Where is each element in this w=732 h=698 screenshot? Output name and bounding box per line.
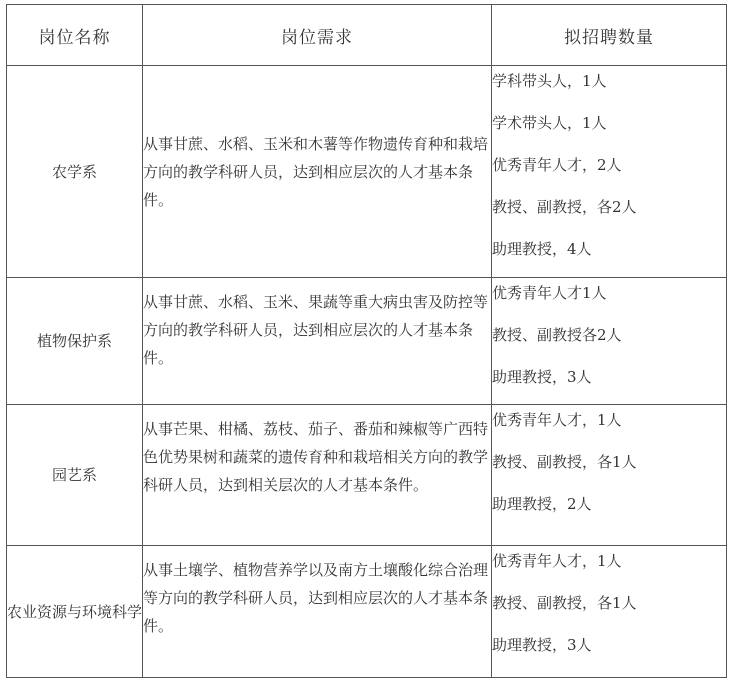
quota-item: 优秀青年人才1人 — [492, 284, 607, 302]
quota-item: 优秀青年人才，1人 — [492, 411, 622, 429]
quota-item: 教授、副教授，各1人 — [492, 453, 637, 471]
dept-requirement: 从事芒果、柑橘、荔枝、茄子、番茄和辣椒等广西特色优势果树和蔬菜的遗传育种和栽培相关方向的教学科研人员，达到相关层次的人才基本条件。 — [143, 405, 492, 546]
dept-requirement: 从事甘蔗、水稻、玉米、果蔬等重大病虫害及防控等方向的教学科研人员，达到相应层次的人才基本条件。 — [143, 278, 492, 405]
quota-item: 助理教授，3人 — [492, 368, 592, 386]
quota-item: 优秀青年人才，2人 — [492, 156, 622, 174]
quota-item: 学术带头人，1人 — [492, 114, 607, 132]
recruitment-table — [6, 4, 727, 678]
quota-list — [492, 66, 727, 278]
quota-item: 助理教授，3人 — [492, 636, 592, 654]
quota-item: 教授、副教授各2人 — [492, 326, 622, 344]
dept-requirement: 从事土壤学、植物营养学以及南方土壤酸化综合治理等方向的教学科研人员，达到相应层次的人才基本条件。 — [143, 546, 492, 678]
header-planned-quota: 拟招聘数量 — [492, 5, 727, 66]
table-row — [7, 66, 727, 278]
quota-item: 助理教授，4人 — [492, 240, 592, 258]
quota-item: 学科带头人，1人 — [492, 72, 607, 90]
dept-name: 农业资源与环境科学 — [7, 546, 143, 678]
table-row — [7, 405, 727, 546]
table-row — [7, 546, 727, 678]
dept-name: 园艺系 — [7, 405, 143, 546]
quota-item: 助理教授，2人 — [492, 495, 592, 513]
dept-name: 农学系 — [7, 66, 143, 278]
header-position-requirement: 岗位需求 — [143, 5, 492, 66]
table-row — [7, 278, 727, 405]
dept-name: 植物保护系 — [7, 278, 143, 405]
header-position-name: 岗位名称 — [7, 5, 143, 66]
quota-list — [492, 405, 727, 546]
quota-list — [492, 278, 727, 405]
quota-list — [492, 546, 727, 678]
quota-item: 优秀青年人才，1人 — [492, 552, 622, 570]
header-row — [7, 5, 727, 66]
quota-item: 教授、副教授，各1人 — [492, 594, 637, 612]
dept-requirement: 从事甘蔗、水稻、玉米和木薯等作物遗传育种和栽培方向的教学科研人员，达到相应层次的人才基本条件。 — [143, 66, 492, 278]
quota-item: 教授、副教授，各2人 — [492, 198, 637, 216]
